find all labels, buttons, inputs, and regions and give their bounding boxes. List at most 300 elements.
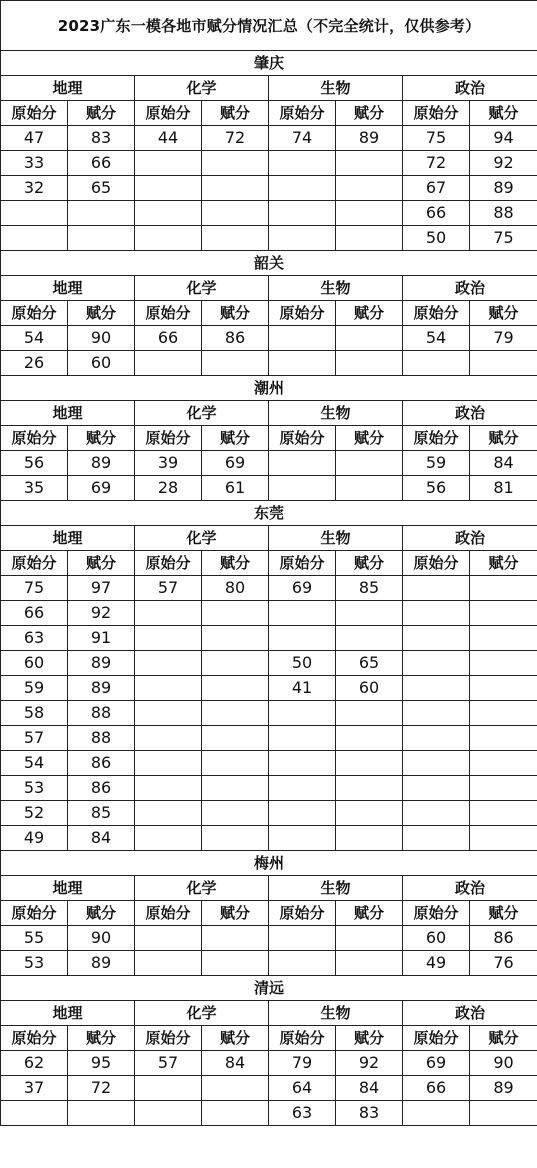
raw-score-cell: 66 (403, 201, 470, 226)
table-title: 2023广东一模各地市赋分情况汇总（不完全统计，仅供参考） (1, 1, 537, 51)
raw-score-cell (403, 676, 470, 701)
raw-score-cell (135, 626, 202, 651)
raw-score-cell (135, 601, 202, 626)
raw-score-header: 原始分 (403, 901, 470, 926)
scaled-score-header: 赋分 (68, 1026, 135, 1051)
raw-score-cell: 54 (1, 751, 68, 776)
subject-header: 生物 (269, 76, 403, 101)
subject-header: 政治 (403, 1001, 537, 1026)
city-name: 清远 (1, 976, 537, 1001)
subject-header-row (1, 401, 537, 426)
raw-score-cell (135, 201, 202, 226)
scaled-score-cell (202, 176, 269, 201)
scaled-score-cell: 92 (470, 151, 537, 176)
raw-score-header: 原始分 (269, 901, 336, 926)
subject-header: 化学 (135, 401, 269, 426)
scaled-score-cell: 89 (68, 951, 135, 976)
raw-score-cell (135, 926, 202, 951)
table-row (1, 726, 537, 751)
scaled-score-cell (202, 651, 269, 676)
table-row (1, 351, 537, 376)
raw-score-cell: 72 (403, 151, 470, 176)
scaled-score-cell (336, 826, 403, 851)
scaled-score-cell: 88 (470, 201, 537, 226)
scaled-score-cell (470, 1101, 537, 1126)
raw-score-cell (269, 826, 336, 851)
raw-score-cell: 44 (135, 126, 202, 151)
subject-header: 地理 (1, 401, 135, 426)
table-row (1, 826, 537, 851)
table-row (1, 226, 537, 251)
raw-score-cell: 56 (1, 451, 68, 476)
scaled-score-cell: 79 (470, 326, 537, 351)
raw-score-header: 原始分 (1, 1026, 68, 1051)
scaled-score-cell: 88 (68, 726, 135, 751)
raw-score-cell (135, 751, 202, 776)
raw-score-header: 原始分 (135, 101, 202, 126)
subject-header: 地理 (1, 76, 135, 101)
subject-header: 生物 (269, 1001, 403, 1026)
raw-score-header: 原始分 (269, 426, 336, 451)
subject-header: 地理 (1, 526, 135, 551)
raw-score-cell (403, 726, 470, 751)
scaled-score-header: 赋分 (336, 301, 403, 326)
raw-score-cell: 63 (269, 1101, 336, 1126)
table-row (1, 201, 537, 226)
scaled-score-cell: 92 (336, 1051, 403, 1076)
raw-score-cell: 50 (269, 651, 336, 676)
scaled-score-cell: 89 (470, 1076, 537, 1101)
scaled-score-cell (336, 176, 403, 201)
scaled-score-cell (202, 951, 269, 976)
table-row (1, 951, 537, 976)
scaled-score-header: 赋分 (202, 101, 269, 126)
scaled-score-cell (470, 651, 537, 676)
raw-score-cell (1, 226, 68, 251)
raw-score-cell: 26 (1, 351, 68, 376)
subject-header: 化学 (135, 76, 269, 101)
raw-score-cell (135, 726, 202, 751)
raw-score-cell (135, 151, 202, 176)
raw-score-cell: 63 (1, 626, 68, 651)
city-row (1, 251, 537, 276)
scaled-score-cell: 75 (470, 226, 537, 251)
raw-score-cell (135, 776, 202, 801)
scaled-score-cell: 90 (68, 326, 135, 351)
scaled-score-cell (336, 476, 403, 501)
table-row (1, 326, 537, 351)
raw-score-header: 原始分 (403, 1026, 470, 1051)
scaled-score-cell: 90 (68, 926, 135, 951)
scaled-score-header: 赋分 (470, 901, 537, 926)
scaled-score-cell (336, 951, 403, 976)
scaled-score-cell: 65 (68, 176, 135, 201)
raw-score-header: 原始分 (135, 426, 202, 451)
raw-score-cell: 50 (403, 226, 470, 251)
raw-score-header: 原始分 (269, 301, 336, 326)
column-header-row (1, 551, 537, 576)
raw-score-header: 原始分 (1, 301, 68, 326)
raw-score-cell (269, 151, 336, 176)
raw-score-cell: 59 (403, 451, 470, 476)
table-row (1, 1101, 537, 1126)
subject-header: 地理 (1, 1001, 135, 1026)
subject-header: 政治 (403, 76, 537, 101)
raw-score-cell: 33 (1, 151, 68, 176)
raw-score-cell (269, 601, 336, 626)
raw-score-cell: 59 (1, 676, 68, 701)
raw-score-cell (403, 801, 470, 826)
scaled-score-cell: 89 (336, 126, 403, 151)
scaled-score-cell (336, 926, 403, 951)
raw-score-cell (135, 826, 202, 851)
column-header-row (1, 426, 537, 451)
subject-header-row (1, 1001, 537, 1026)
scaled-score-cell: 69 (202, 451, 269, 476)
raw-score-cell: 37 (1, 1076, 68, 1101)
raw-score-cell: 53 (1, 951, 68, 976)
raw-score-cell: 55 (1, 926, 68, 951)
raw-score-cell (403, 1101, 470, 1126)
scaled-score-cell (470, 351, 537, 376)
raw-score-cell: 66 (1, 601, 68, 626)
raw-score-cell (269, 726, 336, 751)
scaled-score-header: 赋分 (202, 551, 269, 576)
raw-score-cell (403, 626, 470, 651)
scaled-score-cell (336, 351, 403, 376)
scaled-score-cell: 76 (470, 951, 537, 976)
raw-score-cell (403, 351, 470, 376)
table-row (1, 601, 537, 626)
scaled-score-header: 赋分 (202, 1026, 269, 1051)
raw-score-header: 原始分 (269, 1026, 336, 1051)
subject-header-row (1, 76, 537, 101)
raw-score-header: 原始分 (135, 551, 202, 576)
raw-score-cell (269, 701, 336, 726)
raw-score-cell: 64 (269, 1076, 336, 1101)
raw-score-cell: 56 (403, 476, 470, 501)
raw-score-cell: 35 (1, 476, 68, 501)
raw-score-cell (269, 176, 336, 201)
scaled-score-cell: 89 (68, 451, 135, 476)
scaled-score-header: 赋分 (470, 1026, 537, 1051)
table-row (1, 751, 537, 776)
scaled-score-cell (336, 326, 403, 351)
raw-score-cell: 54 (403, 326, 470, 351)
scaled-score-header: 赋分 (336, 551, 403, 576)
raw-score-cell (269, 626, 336, 651)
scaled-score-cell: 91 (68, 626, 135, 651)
raw-score-cell (269, 751, 336, 776)
city-name: 肇庆 (1, 51, 537, 76)
scaled-score-header: 赋分 (470, 426, 537, 451)
subject-header: 政治 (403, 526, 537, 551)
scaled-score-cell: 69 (68, 476, 135, 501)
column-header-row (1, 901, 537, 926)
subject-header: 化学 (135, 276, 269, 301)
raw-score-cell (135, 1101, 202, 1126)
raw-score-cell (269, 326, 336, 351)
scaled-score-cell (470, 701, 537, 726)
scaled-score-cell: 86 (470, 926, 537, 951)
raw-score-cell (269, 476, 336, 501)
subject-header: 生物 (269, 276, 403, 301)
scaled-score-cell: 89 (68, 676, 135, 701)
scaled-score-cell: 66 (68, 151, 135, 176)
scaled-score-cell: 95 (68, 1051, 135, 1076)
raw-score-cell: 75 (403, 126, 470, 151)
scaled-score-cell (470, 626, 537, 651)
scaled-score-cell: 88 (68, 701, 135, 726)
scaled-score-cell: 84 (68, 826, 135, 851)
raw-score-cell (269, 351, 336, 376)
table-row (1, 576, 537, 601)
column-header-row (1, 1026, 537, 1051)
scaled-score-header: 赋分 (470, 551, 537, 576)
raw-score-header: 原始分 (403, 551, 470, 576)
subject-header: 地理 (1, 876, 135, 901)
raw-score-header: 原始分 (1, 426, 68, 451)
raw-score-cell (403, 601, 470, 626)
raw-score-cell: 57 (1, 726, 68, 751)
scaled-score-cell (68, 1101, 135, 1126)
raw-score-cell: 49 (1, 826, 68, 851)
raw-score-cell: 47 (1, 126, 68, 151)
scaled-score-cell (202, 701, 269, 726)
raw-score-cell (269, 926, 336, 951)
raw-score-cell: 57 (135, 576, 202, 601)
raw-score-cell (403, 576, 470, 601)
scaled-score-cell: 60 (336, 676, 403, 701)
scaled-score-cell (202, 926, 269, 951)
scaled-score-cell (336, 801, 403, 826)
scaled-score-cell: 84 (336, 1076, 403, 1101)
raw-score-cell: 69 (269, 576, 336, 601)
raw-score-cell (1, 201, 68, 226)
raw-score-header: 原始分 (403, 426, 470, 451)
scaled-score-cell (336, 601, 403, 626)
raw-score-cell: 79 (269, 1051, 336, 1076)
raw-score-cell (403, 651, 470, 676)
raw-score-cell: 58 (1, 701, 68, 726)
subject-header: 政治 (403, 876, 537, 901)
scaled-score-cell (470, 726, 537, 751)
scaled-score-header: 赋分 (202, 426, 269, 451)
scaled-score-cell (470, 676, 537, 701)
subject-header: 政治 (403, 401, 537, 426)
scaled-score-cell (202, 776, 269, 801)
raw-score-cell (269, 201, 336, 226)
scaled-score-cell (336, 151, 403, 176)
raw-score-cell (135, 651, 202, 676)
city-name: 梅州 (1, 851, 537, 876)
raw-score-cell (269, 801, 336, 826)
subject-header: 化学 (135, 526, 269, 551)
scaled-score-cell: 92 (68, 601, 135, 626)
scaled-score-cell: 83 (336, 1101, 403, 1126)
table-row (1, 651, 537, 676)
table-row (1, 1051, 537, 1076)
scaled-score-cell (202, 626, 269, 651)
subject-header: 政治 (403, 276, 537, 301)
raw-score-cell (403, 776, 470, 801)
raw-score-cell: 57 (135, 1051, 202, 1076)
raw-score-cell: 60 (403, 926, 470, 951)
scaled-score-cell (202, 1101, 269, 1126)
city-row (1, 851, 537, 876)
table-row (1, 1076, 537, 1101)
scaled-score-header: 赋分 (336, 1026, 403, 1051)
scaled-score-cell (202, 801, 269, 826)
city-name: 潮州 (1, 376, 537, 401)
raw-score-cell: 69 (403, 1051, 470, 1076)
scaled-score-cell (336, 701, 403, 726)
city-name: 韶关 (1, 251, 537, 276)
column-header-row (1, 101, 537, 126)
raw-score-cell: 74 (269, 126, 336, 151)
scaled-score-cell (202, 1076, 269, 1101)
scaled-score-cell: 83 (68, 126, 135, 151)
raw-score-header: 原始分 (403, 101, 470, 126)
raw-score-header: 原始分 (135, 1026, 202, 1051)
scaled-score-cell (202, 676, 269, 701)
subject-header: 化学 (135, 876, 269, 901)
scaled-score-header: 赋分 (68, 426, 135, 451)
scaled-score-header: 赋分 (202, 901, 269, 926)
scaled-score-header: 赋分 (68, 551, 135, 576)
subject-header: 化学 (135, 1001, 269, 1026)
table-row (1, 926, 537, 951)
table-row (1, 701, 537, 726)
scaled-score-cell: 65 (336, 651, 403, 676)
scaled-score-header: 赋分 (336, 426, 403, 451)
scaled-score-cell: 84 (470, 451, 537, 476)
raw-score-cell (1, 1101, 68, 1126)
subject-header: 生物 (269, 526, 403, 551)
raw-score-cell: 66 (135, 326, 202, 351)
raw-score-cell (403, 701, 470, 726)
table-row (1, 451, 537, 476)
scaled-score-cell (202, 826, 269, 851)
title-row (1, 1, 537, 51)
scaled-score-cell (202, 226, 269, 251)
scaled-score-cell: 80 (202, 576, 269, 601)
city-row (1, 501, 537, 526)
scaled-score-cell: 86 (68, 776, 135, 801)
scaled-score-cell: 97 (68, 576, 135, 601)
raw-score-cell: 60 (1, 651, 68, 676)
scaled-score-cell: 85 (68, 801, 135, 826)
raw-score-header: 原始分 (135, 301, 202, 326)
scaled-score-cell: 86 (202, 326, 269, 351)
subject-header: 生物 (269, 401, 403, 426)
raw-score-cell (403, 826, 470, 851)
raw-score-cell (269, 226, 336, 251)
raw-score-cell (135, 1076, 202, 1101)
raw-score-cell: 32 (1, 176, 68, 201)
raw-score-cell: 49 (403, 951, 470, 976)
raw-score-cell: 28 (135, 476, 202, 501)
city-row (1, 976, 537, 1001)
scaled-score-cell: 94 (470, 126, 537, 151)
scaled-score-cell (336, 751, 403, 776)
city-row (1, 51, 537, 76)
raw-score-header: 原始分 (1, 901, 68, 926)
scaled-score-header: 赋分 (68, 901, 135, 926)
raw-score-cell (269, 451, 336, 476)
scaled-score-cell (202, 351, 269, 376)
city-row (1, 376, 537, 401)
raw-score-cell (135, 801, 202, 826)
raw-score-cell (135, 701, 202, 726)
raw-score-cell: 75 (1, 576, 68, 601)
scaled-score-cell: 89 (470, 176, 537, 201)
raw-score-cell (135, 676, 202, 701)
raw-score-cell (135, 951, 202, 976)
subject-header: 生物 (269, 876, 403, 901)
raw-score-header: 原始分 (1, 551, 68, 576)
scaled-score-cell (202, 726, 269, 751)
scaled-score-cell (336, 726, 403, 751)
raw-score-header: 原始分 (135, 901, 202, 926)
scaled-score-cell (470, 601, 537, 626)
raw-score-cell (269, 951, 336, 976)
raw-score-cell: 53 (1, 776, 68, 801)
raw-score-cell: 62 (1, 1051, 68, 1076)
scaled-score-header: 赋分 (68, 101, 135, 126)
raw-score-cell: 66 (403, 1076, 470, 1101)
scaled-score-header: 赋分 (68, 301, 135, 326)
table-row (1, 801, 537, 826)
raw-score-cell: 67 (403, 176, 470, 201)
table-row (1, 676, 537, 701)
scaled-score-cell: 86 (68, 751, 135, 776)
scaled-score-cell (336, 776, 403, 801)
scaled-score-cell: 81 (470, 476, 537, 501)
raw-score-cell (135, 226, 202, 251)
table-row (1, 176, 537, 201)
table-row (1, 126, 537, 151)
scaled-score-cell (68, 201, 135, 226)
scaled-score-cell: 90 (470, 1051, 537, 1076)
raw-score-cell: 39 (135, 451, 202, 476)
subject-header-row (1, 276, 537, 301)
scaled-score-cell (336, 226, 403, 251)
scaled-score-cell: 89 (68, 651, 135, 676)
scaled-score-cell (336, 451, 403, 476)
scaled-score-cell: 84 (202, 1051, 269, 1076)
scaled-score-cell (470, 576, 537, 601)
scaled-score-cell (470, 751, 537, 776)
scaled-score-cell: 72 (202, 126, 269, 151)
scaled-score-cell (202, 151, 269, 176)
raw-score-header: 原始分 (1, 101, 68, 126)
raw-score-header: 原始分 (269, 551, 336, 576)
raw-score-cell: 54 (1, 326, 68, 351)
scaled-score-cell (202, 201, 269, 226)
scaled-score-cell (470, 826, 537, 851)
raw-score-cell (135, 351, 202, 376)
scaled-score-cell (470, 801, 537, 826)
scaled-score-cell (202, 601, 269, 626)
scaled-score-cell: 72 (68, 1076, 135, 1101)
scaled-score-header: 赋分 (336, 101, 403, 126)
scaled-score-cell: 85 (336, 576, 403, 601)
table-row (1, 151, 537, 176)
scaled-score-cell (470, 776, 537, 801)
scaled-score-header: 赋分 (470, 301, 537, 326)
subject-header-row (1, 526, 537, 551)
